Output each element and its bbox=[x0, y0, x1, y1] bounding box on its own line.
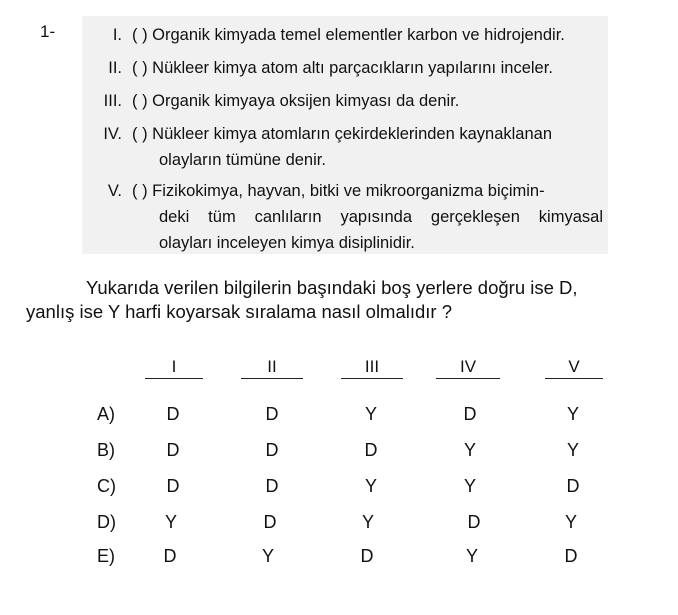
option-c-cell-3: Y bbox=[364, 476, 377, 496]
option-e-letter[interactable]: E) bbox=[97, 546, 115, 566]
option-b-cell-5: Y bbox=[566, 440, 579, 460]
option-a-cell-4: D bbox=[463, 404, 477, 424]
statement-3-roman: III. bbox=[103, 92, 122, 110]
statement-3-text: ( ) Organik kimyaya oksijen kimyası da denir. bbox=[132, 92, 460, 110]
statement-5-line-1: ( ) Fizikokimya, hayvan, bitki ve mikroorganizma biçimin- bbox=[132, 182, 545, 200]
column-header-5: V bbox=[545, 356, 603, 379]
option-c-cell-2: D bbox=[265, 476, 279, 496]
stem-line-1: Yukarıda verilen bilgilerin başındaki boş yerlere doğru ise D, bbox=[86, 277, 578, 298]
option-c-cell-1: D bbox=[166, 476, 180, 496]
option-c-cell-5: D bbox=[566, 476, 580, 496]
option-b-cell-3: D bbox=[364, 440, 378, 460]
option-e-cell-1: D bbox=[163, 546, 177, 566]
statement-5-line-3: olayları inceleyen kimya disiplinidir. bbox=[159, 234, 415, 252]
statement-4-roman: IV. bbox=[103, 125, 122, 143]
option-d-cell-1: Y bbox=[164, 512, 177, 532]
option-a-cell-3: Y bbox=[364, 404, 377, 424]
option-d-cell-5: Y bbox=[564, 512, 577, 532]
option-b-letter[interactable]: B) bbox=[97, 440, 115, 460]
question-number: 1- bbox=[40, 22, 56, 41]
statements-box bbox=[82, 16, 608, 254]
option-d-cell-4: D bbox=[467, 512, 481, 532]
option-b-cell-1: D bbox=[166, 440, 180, 460]
option-b-cell-4: Y bbox=[463, 440, 476, 460]
option-e-cell-5: D bbox=[564, 546, 578, 566]
option-c-cell-4: Y bbox=[463, 476, 476, 496]
statement-1-roman: I. bbox=[112, 26, 122, 44]
option-e-cell-3: D bbox=[360, 546, 374, 566]
statement-4-line-2: olayların tümüne denir. bbox=[159, 151, 326, 169]
column-header-4: IV bbox=[436, 356, 500, 379]
option-a-cell-1: D bbox=[166, 404, 180, 424]
option-c-letter[interactable]: C) bbox=[97, 476, 116, 496]
statement-5-roman: V. bbox=[107, 182, 122, 200]
statement-5-line-2: deki tüm canlıların yapısında gerçekleşen kimyasal bbox=[159, 208, 603, 226]
stem-line-2: yanlış ise Y harfi koyarsak sıralama nasıl olmalıdır ? bbox=[26, 301, 453, 322]
option-a-letter[interactable]: A) bbox=[97, 404, 115, 424]
statement-2-text: ( ) Nükleer kimya atom altı parçacıkların yapılarını inceler. bbox=[132, 59, 553, 77]
option-e-cell-4: Y bbox=[465, 546, 478, 566]
column-header-3: III bbox=[341, 356, 403, 379]
statement-1-text: ( ) Organik kimyada temel elementler karbon ve hidrojendir. bbox=[132, 26, 565, 44]
option-d-cell-3: Y bbox=[361, 512, 374, 532]
option-d-cell-2: D bbox=[263, 512, 277, 532]
column-header-1: I bbox=[145, 356, 203, 379]
option-a-cell-2: D bbox=[265, 404, 279, 424]
statement-2-roman: II. bbox=[108, 59, 122, 77]
column-header-2: II bbox=[241, 356, 303, 379]
option-b-cell-2: D bbox=[265, 440, 279, 460]
option-e-cell-2: Y bbox=[261, 546, 274, 566]
option-d-letter[interactable]: D) bbox=[97, 512, 116, 532]
option-a-cell-5: Y bbox=[566, 404, 579, 424]
question-stem bbox=[26, 276, 656, 324]
statement-4-line-1: ( ) Nükleer kimya atomların çekirdeklerinden kaynaklanan bbox=[132, 125, 553, 143]
